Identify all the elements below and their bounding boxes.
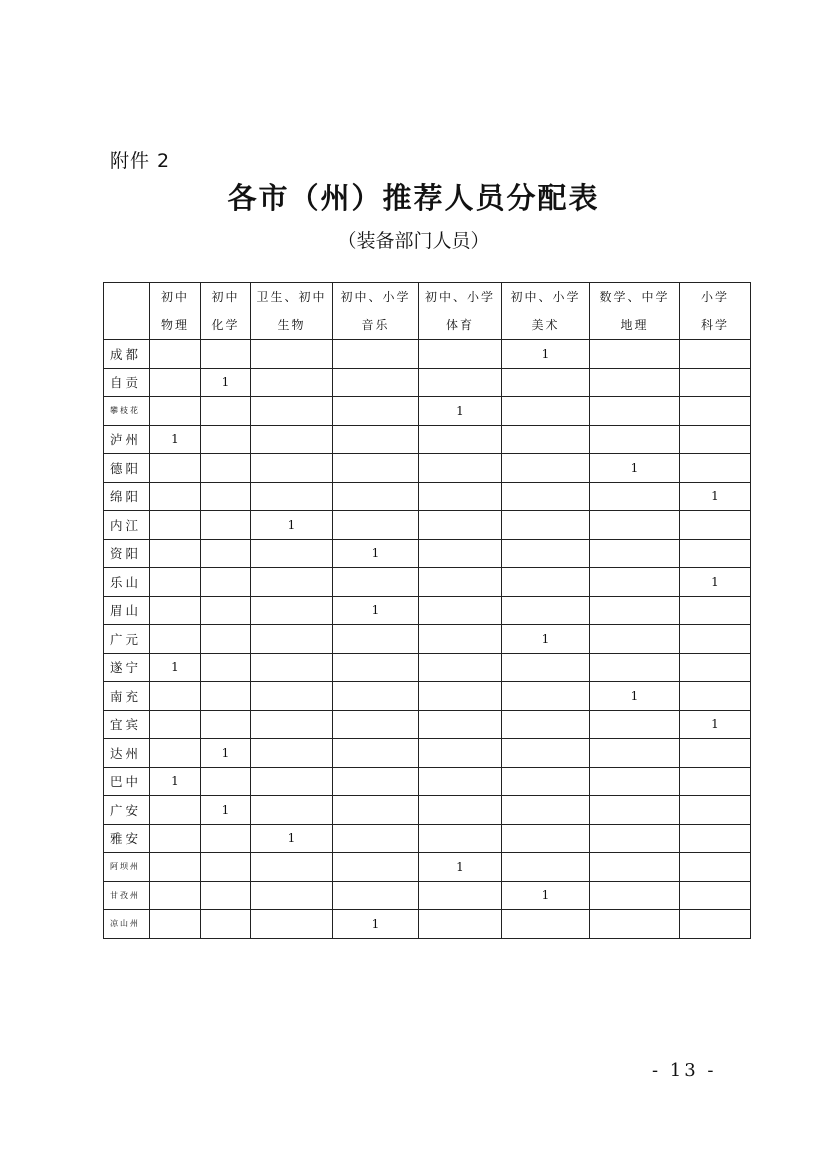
table-row: [104, 682, 751, 711]
count-cell: [333, 881, 419, 910]
header-line-1: 卫生、初中: [256, 290, 327, 304]
count-cell: [333, 340, 419, 369]
count-cell: 1: [251, 824, 333, 853]
count-cell: 1: [502, 340, 590, 369]
count-cell: [333, 796, 419, 825]
table-header-row: [104, 283, 751, 340]
table-row: [104, 482, 751, 511]
header-line-2: 科学: [700, 318, 729, 332]
count-cell: 1: [590, 682, 680, 711]
header-line-2: 化学: [211, 318, 240, 332]
count-cell: [201, 539, 251, 568]
count-cell: [251, 910, 333, 939]
count-cell: [680, 397, 751, 426]
city-cell: 甘孜州: [104, 881, 150, 910]
header-line-1: 初中、小学: [424, 290, 495, 304]
count-cell: [150, 881, 201, 910]
count-cell: [251, 425, 333, 454]
count-cell: [150, 682, 201, 711]
count-cell: [502, 767, 590, 796]
count-cell: [333, 625, 419, 654]
page-title: 各市（州）推荐人员分配表: [227, 181, 600, 215]
count-cell: [251, 796, 333, 825]
column-header: [251, 283, 333, 340]
count-cell: [502, 482, 590, 511]
count-cell: [150, 397, 201, 426]
header-line-1: 初中: [211, 290, 240, 304]
count-cell: [680, 511, 751, 540]
count-cell: [590, 653, 680, 682]
count-cell: [150, 625, 201, 654]
count-cell: [333, 482, 419, 511]
attachment-label: 附件 2: [110, 150, 171, 172]
count-cell: [251, 454, 333, 483]
count-cell: 1: [419, 853, 502, 882]
header-line-1: 初中、小学: [510, 290, 581, 304]
count-cell: [590, 340, 680, 369]
count-cell: 1: [150, 425, 201, 454]
count-cell: [419, 454, 502, 483]
count-cell: [680, 910, 751, 939]
count-cell: [680, 653, 751, 682]
column-header: [201, 283, 251, 340]
table-row: [104, 710, 751, 739]
count-cell: [419, 340, 502, 369]
count-cell: [201, 397, 251, 426]
count-cell: [201, 767, 251, 796]
column-header: [680, 283, 751, 340]
count-cell: 1: [502, 625, 590, 654]
count-cell: [419, 368, 502, 397]
count-cell: [419, 824, 502, 853]
table-row: [104, 454, 751, 483]
count-cell: [680, 454, 751, 483]
count-cell: [502, 539, 590, 568]
city-cell: 阿坝州: [104, 853, 150, 882]
count-cell: [502, 796, 590, 825]
city-cell: 攀枝花: [104, 397, 150, 426]
count-cell: 1: [333, 910, 419, 939]
table-row: [104, 625, 751, 654]
count-cell: [150, 853, 201, 882]
count-cell: [333, 511, 419, 540]
page-subtitle: （装备部门人员）: [337, 230, 490, 252]
table-row: [104, 824, 751, 853]
count-cell: [502, 596, 590, 625]
column-header: [590, 283, 680, 340]
count-cell: [502, 568, 590, 597]
count-cell: [590, 482, 680, 511]
count-cell: [251, 539, 333, 568]
count-cell: [419, 625, 502, 654]
count-cell: [680, 796, 751, 825]
count-cell: [419, 425, 502, 454]
count-cell: [333, 710, 419, 739]
count-cell: [251, 625, 333, 654]
count-cell: [251, 596, 333, 625]
count-cell: [333, 682, 419, 711]
page-number: - 13 -: [652, 1060, 717, 1081]
city-cell: 南充: [104, 682, 150, 711]
count-cell: [419, 767, 502, 796]
city-cell: 自贡: [104, 368, 150, 397]
count-cell: [201, 425, 251, 454]
count-cell: [251, 368, 333, 397]
table-row: [104, 881, 751, 910]
table-row: [104, 340, 751, 369]
count-cell: [333, 739, 419, 768]
table-row: [104, 511, 751, 540]
count-cell: 1: [150, 767, 201, 796]
header-line-2: 生物: [277, 318, 306, 332]
count-cell: [680, 767, 751, 796]
count-cell: [201, 653, 251, 682]
count-cell: 1: [680, 710, 751, 739]
count-cell: [333, 824, 419, 853]
count-cell: [201, 682, 251, 711]
city-cell: 资阳: [104, 539, 150, 568]
header-line-2: 物理: [160, 318, 189, 332]
count-cell: [150, 596, 201, 625]
header-line-2: 音乐: [361, 318, 390, 332]
count-cell: [680, 853, 751, 882]
count-cell: [502, 824, 590, 853]
city-cell: 宜宾: [104, 710, 150, 739]
table-row: [104, 653, 751, 682]
count-cell: [590, 910, 680, 939]
count-cell: [333, 853, 419, 882]
table-row: [104, 910, 751, 939]
count-cell: [150, 368, 201, 397]
city-cell: 泸州: [104, 425, 150, 454]
count-cell: 1: [201, 368, 251, 397]
table-row: [104, 397, 751, 426]
count-cell: 1: [502, 881, 590, 910]
count-cell: [419, 796, 502, 825]
table-row: [104, 539, 751, 568]
count-cell: [680, 340, 751, 369]
city-cell: 成都: [104, 340, 150, 369]
count-cell: [150, 910, 201, 939]
count-cell: [502, 511, 590, 540]
header-line-2: 地理: [620, 318, 649, 332]
count-cell: [150, 739, 201, 768]
count-cell: [419, 710, 502, 739]
count-cell: [150, 539, 201, 568]
count-cell: [251, 568, 333, 597]
count-cell: [680, 881, 751, 910]
count-cell: [251, 710, 333, 739]
count-cell: [201, 482, 251, 511]
count-cell: [590, 824, 680, 853]
count-cell: [680, 539, 751, 568]
count-cell: [680, 596, 751, 625]
count-cell: [201, 596, 251, 625]
table-row: [104, 568, 751, 597]
count-cell: [150, 340, 201, 369]
header-line-2: 体育: [445, 318, 474, 332]
count-cell: [150, 568, 201, 597]
count-cell: [502, 368, 590, 397]
count-cell: [680, 824, 751, 853]
count-cell: [680, 739, 751, 768]
count-cell: [419, 511, 502, 540]
count-cell: 1: [201, 796, 251, 825]
city-cell: 达州: [104, 739, 150, 768]
count-cell: [502, 425, 590, 454]
column-header: [150, 283, 201, 340]
count-cell: 1: [201, 739, 251, 768]
count-cell: [201, 340, 251, 369]
count-cell: [590, 853, 680, 882]
column-header: [419, 283, 502, 340]
count-cell: [419, 539, 502, 568]
count-cell: [150, 511, 201, 540]
count-cell: [251, 739, 333, 768]
count-cell: [680, 625, 751, 654]
count-cell: [680, 425, 751, 454]
city-cell: 雅安: [104, 824, 150, 853]
city-cell: 广安: [104, 796, 150, 825]
header-line-1: 数学、中学: [599, 290, 670, 304]
header-line-1: 初中、小学: [340, 290, 411, 304]
count-cell: [333, 425, 419, 454]
count-cell: [251, 397, 333, 426]
count-cell: 1: [333, 539, 419, 568]
count-cell: [150, 454, 201, 483]
count-cell: [251, 653, 333, 682]
count-cell: 1: [419, 397, 502, 426]
count-cell: [201, 568, 251, 597]
count-cell: [419, 682, 502, 711]
column-header: [502, 283, 590, 340]
table-row: [104, 596, 751, 625]
count-cell: [333, 454, 419, 483]
count-cell: [419, 739, 502, 768]
header-line-2: 美术: [531, 318, 560, 332]
count-cell: [251, 881, 333, 910]
count-cell: [502, 853, 590, 882]
count-cell: [333, 568, 419, 597]
count-cell: [680, 682, 751, 711]
count-cell: [419, 881, 502, 910]
count-cell: [333, 653, 419, 682]
count-cell: [201, 625, 251, 654]
count-cell: [502, 397, 590, 426]
table-row: [104, 767, 751, 796]
count-cell: [590, 596, 680, 625]
count-cell: 1: [680, 482, 751, 511]
count-cell: [590, 568, 680, 597]
table-row: [104, 739, 751, 768]
count-cell: [590, 710, 680, 739]
count-cell: [150, 482, 201, 511]
table-row: [104, 368, 751, 397]
count-cell: [251, 767, 333, 796]
city-cell: 乐山: [104, 568, 150, 597]
city-cell: 内江: [104, 511, 150, 540]
count-cell: [590, 511, 680, 540]
count-cell: 1: [680, 568, 751, 597]
city-cell: 德阳: [104, 454, 150, 483]
count-cell: [419, 482, 502, 511]
count-cell: [333, 397, 419, 426]
count-cell: 1: [590, 454, 680, 483]
table-row: [104, 425, 751, 454]
count-cell: [590, 397, 680, 426]
count-cell: [590, 739, 680, 768]
count-cell: [590, 625, 680, 654]
count-cell: [150, 796, 201, 825]
city-cell: 广元: [104, 625, 150, 654]
count-cell: [201, 710, 251, 739]
count-cell: [502, 910, 590, 939]
city-cell: 巴中: [104, 767, 150, 796]
count-cell: [590, 796, 680, 825]
count-cell: [201, 910, 251, 939]
count-cell: [201, 824, 251, 853]
count-cell: 1: [333, 596, 419, 625]
count-cell: [419, 568, 502, 597]
count-cell: [419, 596, 502, 625]
column-header: [333, 283, 419, 340]
header-line-1: 初中: [160, 290, 189, 304]
table-body: [104, 340, 751, 939]
count-cell: [150, 710, 201, 739]
count-cell: [201, 454, 251, 483]
count-cell: [333, 368, 419, 397]
count-cell: [150, 824, 201, 853]
count-cell: [201, 511, 251, 540]
count-cell: [590, 881, 680, 910]
count-cell: [502, 682, 590, 711]
count-cell: [201, 853, 251, 882]
table-row: [104, 796, 751, 825]
count-cell: 1: [150, 653, 201, 682]
count-cell: [502, 739, 590, 768]
city-cell: 遂宁: [104, 653, 150, 682]
count-cell: [502, 710, 590, 739]
count-cell: [590, 767, 680, 796]
count-cell: [251, 853, 333, 882]
city-cell: 眉山: [104, 596, 150, 625]
count-cell: [680, 368, 751, 397]
allocation-table: [103, 282, 751, 939]
count-cell: [590, 425, 680, 454]
corner-header-cell: [104, 283, 150, 340]
table-row: [104, 853, 751, 882]
city-cell: 绵阳: [104, 482, 150, 511]
header-line-1: 小学: [700, 290, 729, 304]
count-cell: [251, 482, 333, 511]
count-cell: [419, 910, 502, 939]
count-cell: [251, 340, 333, 369]
count-cell: 1: [251, 511, 333, 540]
count-cell: [502, 653, 590, 682]
count-cell: [590, 539, 680, 568]
city-cell: 凉山州: [104, 910, 150, 939]
count-cell: [251, 682, 333, 711]
count-cell: [502, 454, 590, 483]
count-cell: [333, 767, 419, 796]
count-cell: [201, 881, 251, 910]
count-cell: [590, 368, 680, 397]
count-cell: [419, 653, 502, 682]
